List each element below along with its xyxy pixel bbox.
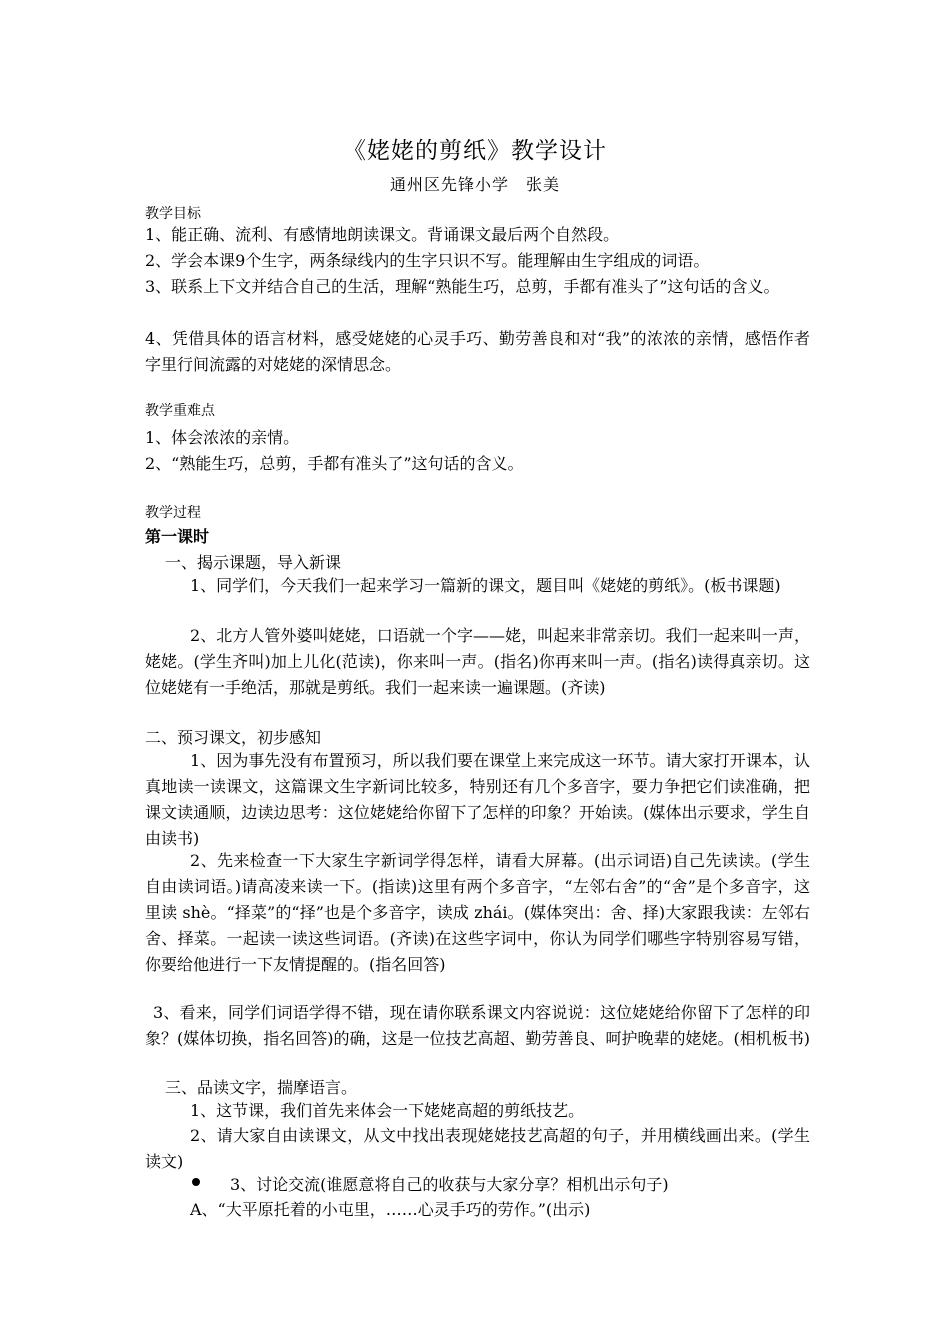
part1-paragraph: 1、同学们，今天我们一起来学习一篇新的课文，题目叫《姥姥的剪纸》。(板书课题) bbox=[190, 576, 781, 595]
part2-paragraph: 3、看来，同学们词语学得不错，现在请你联系课文内容说说：这位姥姥给你留下了怎样的印象？(媒体切换，指名回答)的确，这是一位技艺高超、勤劳善良、呵护晚辈的姥姥。(相机板书) bbox=[145, 1003, 810, 1048]
part3-discussion: 3、讨论交流(谁愿意将自己的收获与大家分享？相机出示句子) bbox=[230, 1175, 669, 1194]
goal-item: 2、学会本课9个生字，两条绿线内的生字只识不写。能理解由生字组成的词语。 bbox=[145, 251, 710, 270]
key-points-heading: 教学重难点 bbox=[145, 403, 215, 419]
key-point-item: 1、体会浓浓的亲情。 bbox=[145, 428, 300, 447]
goal-item: 1、能正确、流利、有感情地朗读课文。背诵课文最后两个自然段。 bbox=[145, 225, 620, 244]
part3-paragraph: 2、请大家自由读课文，从文中找出表现姥姥技艺高超的句子，并用横线画出来。(学生读文) bbox=[145, 1126, 810, 1171]
part3-paragraph: 1、这节课，我们首先来体会一下姥姥高超的剪纸技艺。 bbox=[190, 1101, 585, 1120]
goals-heading: 教学目标 bbox=[145, 206, 201, 222]
bullet-icon bbox=[192, 1178, 200, 1186]
lesson-one-heading: 第一课时 bbox=[145, 527, 210, 546]
part1-heading: 一、揭示课题，导入新课 bbox=[165, 553, 342, 572]
goal-item: 4、凭借具体的语言材料，感受姥姥的心灵手巧、勤劳善良和对“我”的浓浓的亲情，感悟作者字里行间流露的对姥姥的深情思念。 bbox=[145, 329, 810, 374]
part3-heading: 三、品读文字，揣摩语言。 bbox=[165, 1078, 358, 1097]
key-point-item: 2、“熟能生巧，总剪，手都有准头了”这句话的含义。 bbox=[145, 454, 524, 473]
part2-paragraph: 1、因为事先没有布置预习，所以我们要在课堂上来完成这一环节。请大家打开课本，认真地读一读课文，这篇课文生字新词比较多，特别还有几个多音字，要力争把它们读准确，把课文读通顺，边读边思考：这位姥姥给你留下了怎样的印象？开始读。(媒体出示要求，学生自由读书) bbox=[145, 751, 810, 848]
goal-item: 3、联系上下文并结合自己的生活，理解“熟能生巧，总剪，手都有准头了”这句话的含义。 bbox=[145, 277, 780, 296]
process-heading: 教学过程 bbox=[145, 505, 201, 521]
author-line: 通州区先锋小学 张美 bbox=[389, 175, 560, 194]
part3-quote: A、“大平原托着的小屯里，……心灵手巧的劳作。”(出示) bbox=[190, 1200, 591, 1219]
part2-heading: 二、预习课文，初步感知 bbox=[145, 728, 322, 747]
part2-paragraph: 2、先来检查一下大家生字新词学得怎样，请看大屏幕。(出示词语)自己先读读。(学生自由读词语。)请高凌来读一下。(指读)这里有两个多音字，“左邻右舍”的“舍”是个多音字，这里读 shè。“择菜”的“择”也是个多音字，读成 zhái。(媒体突出：舍、择)大家跟我读：左邻右舍、择菜。一起读一读这些词语。(齐读)在这些字词中，你认为同学们哪些字特别容易写错，你要给他进行一下友情提醒的。(指名回答) bbox=[145, 851, 810, 974]
part1-paragraph: 2、北方人管外婆叫姥姥，口语就一个字——姥，叫起来非常亲切。我们一起来叫一声，姥姥。(学生齐叫)加上儿化(范读)，你来叫一声。(指名)你再来叫一声。(指名)读得真亲切。这位姥姥有一手绝活，那就是剪纸。我们一起来读一遍课题。(齐读) bbox=[145, 626, 810, 697]
document-title: 《姥姥的剪纸》教学设计 bbox=[343, 138, 607, 164]
